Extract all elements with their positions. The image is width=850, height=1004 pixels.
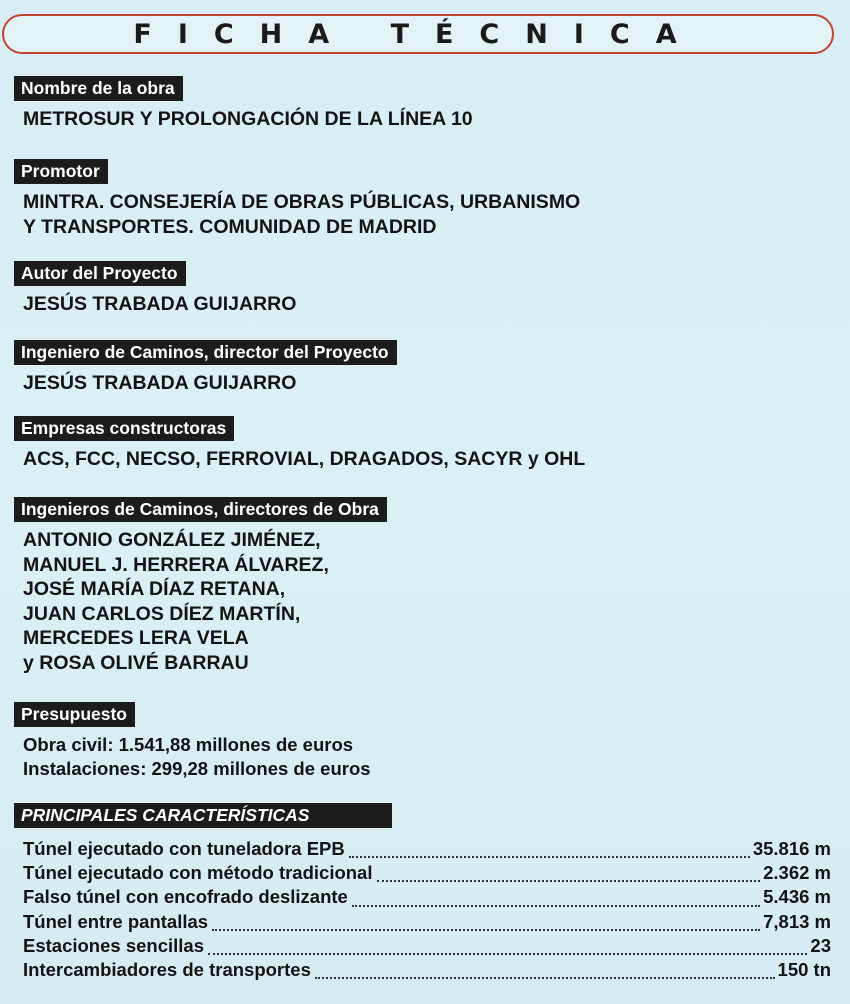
characteristic-value: 23 — [810, 934, 831, 956]
characteristics-list — [23, 838, 831, 983]
section-label-director-proyecto: Ingeniero de Caminos, director del Proyecto — [14, 340, 397, 365]
characteristic-name: Intercambiadores de transportes — [23, 958, 311, 980]
characteristic-value: 35.816 m — [752, 838, 831, 859]
section-value-presupuesto — [23, 733, 371, 781]
dot-leader — [349, 856, 750, 858]
section-label-empresas: Empresas constructoras — [14, 416, 234, 441]
value-line: JESÚS TRABADA GUIJARRO — [23, 293, 297, 315]
characteristic-row — [23, 935, 831, 959]
section-label-directores-obra: Ingenieros de Caminos, directores de Obra — [14, 497, 387, 522]
value-line: ANTONIO GONZÁLEZ JIMÉNEZ, — [23, 529, 321, 551]
section-label-presupuesto: Presupuesto — [14, 702, 135, 727]
value-line: Instalaciones: 299,28 millones de euros — [23, 758, 371, 779]
section-label-promotor: Promotor — [14, 159, 108, 184]
dot-leader — [212, 929, 760, 931]
value-line: JESÚS TRABADA GUIJARRO — [23, 372, 297, 394]
value-line: JOSÉ MARÍA DÍAZ RETANA, — [23, 578, 286, 600]
characteristic-name: Falso túnel con encofrado deslizante — [23, 886, 348, 908]
section-label-autor: Autor del Proyecto — [14, 261, 186, 286]
characteristic-name: Túnel ejecutado con tuneladora EPB — [23, 838, 345, 859]
dot-leader — [377, 880, 761, 882]
characteristic-value: 150 tn — [777, 958, 831, 980]
characteristic-value: 7,813 m — [763, 910, 831, 932]
characteristic-row — [23, 862, 831, 886]
value-line: ACS, FCC, NECSO, FERROVIAL, DRAGADOS, SACYR y OHL — [23, 448, 586, 470]
value-line: MINTRA. CONSEJERÍA DE OBRAS PÚBLICAS, URBANISMO — [23, 191, 581, 213]
characteristic-row — [23, 959, 831, 983]
section-value-directores-obra — [23, 528, 329, 675]
section-value-autor — [23, 292, 296, 317]
value-line: METROSUR Y PROLONGACIÓN DE LA LÍNEA 10 — [23, 108, 473, 130]
dot-leader — [208, 953, 807, 955]
characteristic-name: Túnel entre pantallas — [23, 910, 209, 932]
section-label-caracteristicas: PRINCIPALES CARACTERÍSTICAS — [14, 803, 392, 828]
characteristic-name: Estaciones sencillas — [23, 934, 204, 956]
characteristic-name: Túnel ejecutado con método tradicional — [23, 862, 373, 884]
section-label-nombre-obra: Nombre de la obra — [14, 76, 183, 101]
title-banner — [2, 14, 834, 54]
page-title: FICHA TÉCNICA — [133, 18, 703, 50]
section-value-director-proyecto — [23, 371, 296, 396]
dot-leader — [315, 977, 775, 979]
characteristic-value: 2.362 m — [763, 862, 831, 884]
section-value-promotor — [23, 190, 580, 239]
section-value-nombre-obra — [23, 107, 473, 132]
value-line: JUAN CARLOS DÍEZ MARTÍN, — [23, 602, 301, 625]
value-line: MERCEDES LERA VELA — [23, 627, 249, 649]
dot-leader — [352, 905, 760, 907]
value-line: MANUEL J. HERRERA ÁLVAREZ, — [23, 553, 329, 576]
value-line: Obra civil: 1.541,88 millones de euros — [23, 734, 354, 755]
value-line: Y TRANSPORTES. COMUNIDAD DE MADRID — [23, 215, 437, 238]
characteristic-row — [23, 911, 831, 935]
characteristic-row — [23, 838, 831, 862]
section-value-empresas — [23, 447, 585, 472]
characteristic-value: 5.436 m — [763, 886, 831, 908]
characteristic-row — [23, 886, 831, 910]
value-line: y ROSA OLIVÉ BARRAU — [23, 651, 249, 674]
